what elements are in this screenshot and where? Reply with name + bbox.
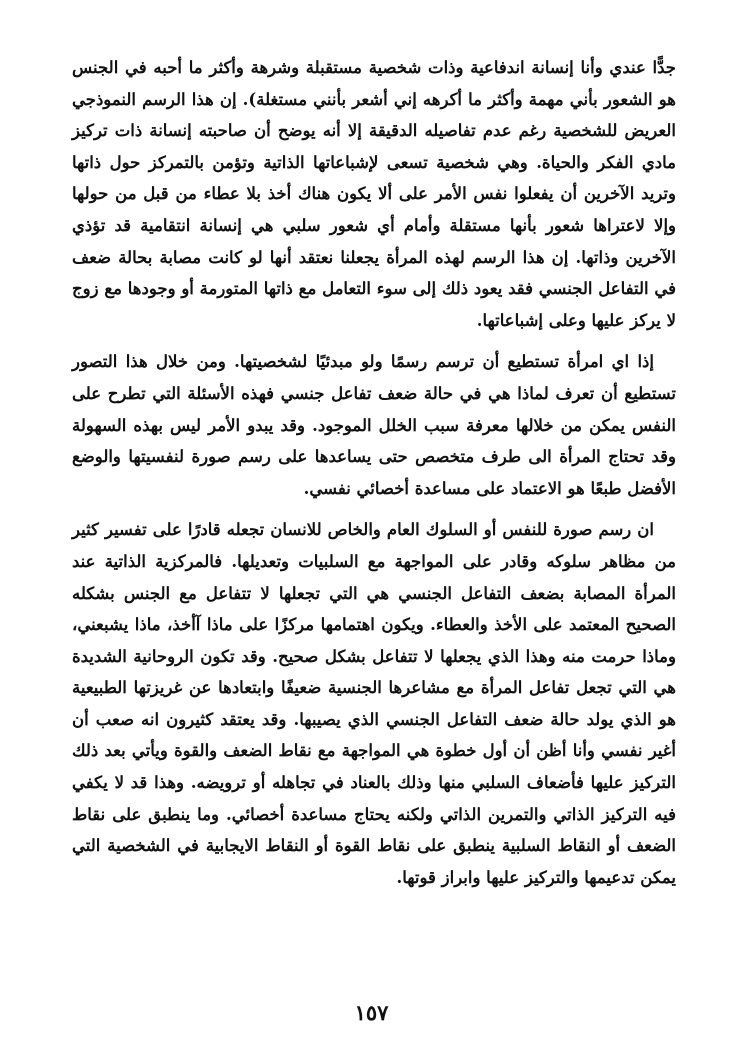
paragraph-1: جدًّا عندي وأنا إنسانة اندفاعية وذات شخصية مستقبلة وشرهة وأكثر ما أحبه في الجنس هو الشعور بأني مهمة وأكثر ما أكرهه إني أشعر بأنني مستغلة). إن هذا الرسم النموذجي العريض للشخصية رغم عدم تفاصيله الدقيقة إلا أنه يوضح أن صاحبته إنسانة ذات تركيز مادي الفكر والحياة. وهي شخصية تسعى لإشباعاتها الذاتية وتؤمن بالتمركز حول ذاتها وتريد الآخرين أن يفعلوا نفس الأمر على ألا يكون هناك أخذ بلا عطاء من قبل من حولها وإلا لاعتراها شعور بأنها مستقلة وأمام أي شعور سلبي هي إنسانة انتقامية قد تؤذي الآخرين وذاتها. إن هذا الرسم لهذه المرأة يجعلنا نعتقد أنها لو كانت مصابة بحالة ضعف في التفاعل الجنسي فقد يعود ذلك إلى سوء التعامل مع ذاتها المتورمة أو وجودها مع زوج لا يركز عليها وعلى إشباعاتها. bbox=[72, 58, 677, 330]
paragraph-3: ان رسم صورة للنفس أو السلوك العام والخاص للانسان تجعله قادرًا على تفسير كثير من مظاهر سلوكه وقادر على المواجهة مع السلبيات وتعديلها. فالمركزية الذاتية عند المرأة المصابة بضعف التفاعل الجنسي هي التي تجعلها لا تتفاعل مع الجنس بشكله الصحيح المعتمد على الأخذ والعطاء. ويكون اهتمامها مركزًا على ماذا آأخذ، ماذا يشبعني، وماذا حرمت منه وهذا الذي يجعلها لا تتفاعل بشكل صحيح. وقد تكون الروحانية الشديدة هي التي تجعل تفاعل المرأة مع مشاعرها الجنسية ضعيفًا وابتعادها عن غريزتها الطبيعية هو الذي يولد حالة ضعف التفاعل الجنسي الذي يصيبها. وقد يعتقد كثيرون انه صعب أن أغير نفسي وأنا أظن أن أول خطوة هي المواجهة مع نقاط الضعف والقوة ويأتي بعد ذلك التركيز عليها فأضعاف السلبي منها وذلك بالعناد في تجاهله أو ترويضه. وهذا قد لا يكفي فيه التركيز الذاتي والتمرين الذاتي ولكنه يحتاج مساعدة أخصائي. وما ينطبق على نقاط الضعف أو النقاط السلبية ينطبق على نقاط القوة أو النقاط الايجابية في الشخصية التي يمكن تدعيمها والتركيز عليها وابراز قوتها. bbox=[72, 520, 676, 887]
page-body bbox=[72, 52, 676, 1002]
paragraph-2: إذا اي امرأة تستطيع أن ترسم رسمًا ولو مبدئيًا لشخصيتها. ومن خلال هذا التصور تستطيع أن تعرف لماذا هي في حالة ضعف تفاعل جنسي فهذه الأسئلة التي تطرح على النفس يمكن من خلالها معرفة سبب الخلل الموجود. وقد يبدو الأمر ليس بهذه السهولة وقد تحتاج المرأة الى طرف متخصص حتى يساعدها على رسم صورة لنفسيتها والوضع الأفضل طبعًا هو الاعتماد على مساعدة أخصائي نفسي. bbox=[72, 352, 677, 498]
page-number: ١٥٧ bbox=[354, 1000, 389, 1025]
